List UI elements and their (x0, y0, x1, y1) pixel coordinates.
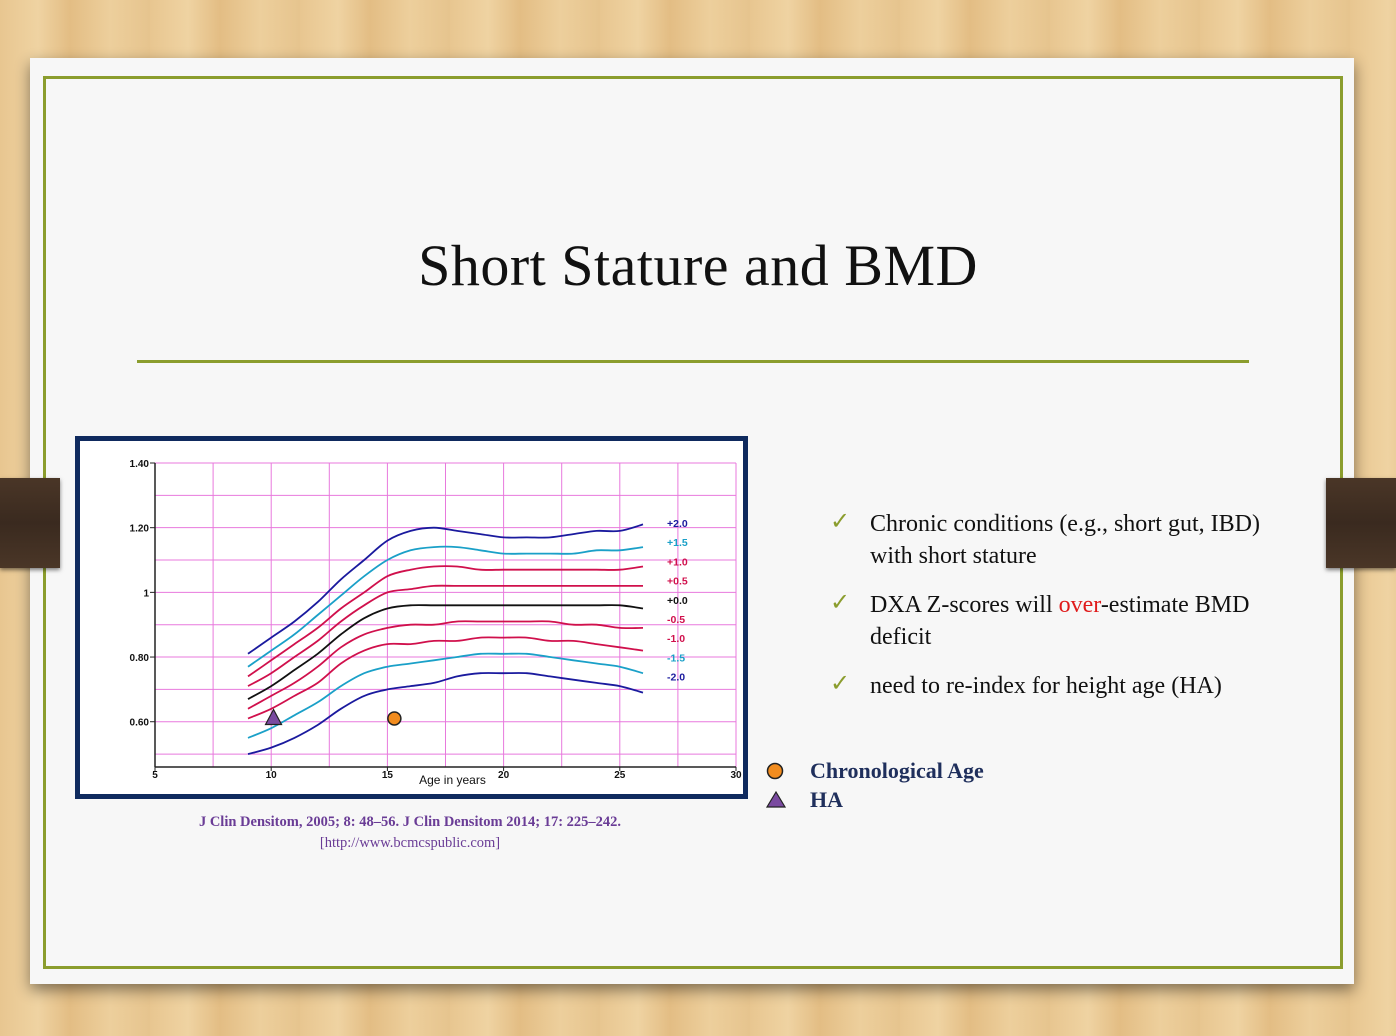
series-label: +0.0 (667, 594, 688, 607)
checkmark-icon: ✓ (830, 671, 851, 697)
citation (170, 812, 650, 854)
legend-label: Chronological Age (810, 758, 984, 783)
y-tick-label: 0.80 (129, 653, 149, 665)
y-tick-label: 1 (143, 588, 149, 600)
bullet-list (830, 508, 1270, 719)
bullet-text-after: -estimate BMD deficit (870, 592, 1250, 650)
x-tick-label: 15 (381, 770, 393, 781)
height-age-point (266, 709, 282, 724)
binder-clip-left (0, 478, 60, 568)
x-axis-label: Age in years (419, 773, 486, 787)
bullet-item (830, 508, 1270, 572)
y-tick-label: 0.60 (129, 717, 149, 729)
x-tick-label: 30 (730, 770, 742, 781)
series-label: -1.0 (667, 633, 686, 646)
bullet-text: need to re-index for height age (HA) (870, 673, 1222, 699)
x-tick-label: 25 (614, 770, 626, 781)
checkmark-icon: ✓ (830, 590, 851, 616)
bmd-chart (75, 436, 748, 799)
series-label: +2.0 (667, 518, 688, 530)
bullet-item (830, 589, 1270, 653)
x-tick-label: 5 (152, 770, 158, 781)
checkmark-icon: ✓ (830, 509, 851, 535)
orange-circle-icon (765, 761, 785, 781)
y-tick-label: 1.20 (129, 523, 149, 535)
bullet-text: Chronic conditions (e.g., short gut, IBD) with short stature (870, 511, 1260, 569)
binder-clip-right (1326, 478, 1396, 568)
purple-triangle-icon (765, 790, 787, 810)
legend-label: HA (810, 787, 843, 812)
series-label: +0.5 (667, 575, 688, 588)
bmd-chart-svg (80, 441, 743, 794)
bullet-item (830, 670, 1270, 702)
y-tick-label: 1.40 (129, 459, 149, 470)
series-label: -2.0 (667, 671, 686, 684)
series-label: -0.5 (667, 614, 686, 626)
bullet-text: DXA Z-scores will (870, 592, 1059, 618)
series-label: -1.5 (667, 652, 686, 665)
x-tick-label: 20 (498, 770, 510, 781)
slide-title: Short Stature and BMD (418, 233, 978, 298)
chronological-age-point (388, 712, 401, 725)
x-tick-label: 10 (265, 770, 277, 781)
bullet-highlight: over (1058, 592, 1101, 618)
citation-url: [http://www.bcmcspublic.com] (319, 835, 501, 851)
title-divider (137, 360, 1249, 363)
citation-journals: J Clin Densitom, 2005; 8: 48–56. J Clin Densitom 2014; 17: 225–242. (198, 814, 622, 830)
series-label: +1.0 (667, 556, 688, 569)
series-label: +1.5 (667, 537, 688, 550)
